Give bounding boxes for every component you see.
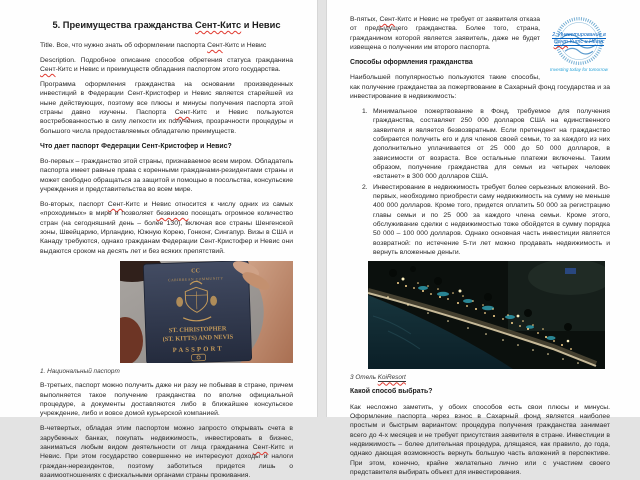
- document-page-left: [0, 0, 318, 480]
- passport-photo: [120, 261, 293, 363]
- resort-photo: [368, 261, 605, 369]
- resort-photo-caption: 3 Отель KoiResort: [350, 374, 406, 382]
- seal-tagline: Investing today for tomorrow: [550, 67, 608, 72]
- list-item-text: Минимальное пожертвование в Фонд, требуемое для получения гражданства, составляет 250 000 долларов США на единственного заявителя и является безвозвратным. Если претендент на гражданство собирается получить его и для членов своей семьи, то за каждого из них дополнительно уплачивается от 25 000 до 50 000 долларов, в зависимости от возраста. Все остальные платежи включены. Таким образом, получение гражданства для семьи из четырех человек «встанет» в 300 000 долларов США.: [373, 107, 610, 181]
- passport-cover: [143, 261, 251, 363]
- paragraph-fifth-advantage: В-пятых, Сент-Китс и Невис не требует от заявителя отказа от предыдущего гражданства. Более того, страна, гражданином которой является заявитель, даже не будет извещена о получении им второго паспорта.: [350, 16, 540, 52]
- paragraph-ways-intro: Наибольшей популярностью пользуются такие способы, как получение гражданства за пожертвование в Сахарный фонд государства и за инвестирование в недвижимость:: [350, 74, 610, 100]
- list-item: [362, 183, 610, 258]
- page-right-content: [326, 0, 640, 477]
- section-heading-what-gives: Что дает паспорт Федерации Сент-Кристофер и Невис?: [40, 142, 232, 150]
- list-item-text: Инвестирование в недвижимость требует более серьезных вложений. Во-первых, необходимо приобрести саму недвижимость на сумму не меньше 400 000 долларов. Кроме того, придется оплатить 50 000 за регистрацию главы семьи и по 25 000 за каждого члена семьи. Кроме этого, обслуживание сделки с недвижимостью тоже обойдется в сумму порядка 50 000 – 100 000 долларов. Однако основная часть инвестиции является возвратной: по истечение 5-ти лет можно продавать недвижимость и вернуть вложенные деньги.: [373, 183, 610, 256]
- document-title: 5. Преимущества гражданства Сент-Китс и Невис: [52, 20, 281, 30]
- passport-country-line1: ST. CHRISTOPHER: [168, 325, 227, 335]
- seal-caption-line1[interactable]: 2. Инвестирование в: [552, 32, 606, 38]
- list-item-number: 2.: [362, 183, 368, 191]
- list-item-number: 1.: [362, 107, 368, 115]
- paragraph-third-advantage: В-третьих, паспорт можно получить даже ни разу не побывав в стране, причем выполняется такое получение гражданства по вполне официальной процедуре, а документы доставляются либо в ближайшее консульское учреждение, либо и вовсе домой курьерской компанией.: [40, 382, 293, 418]
- seal-caption-line2[interactable]: Сент-Китс и Невис: [553, 38, 605, 45]
- passport-country-line2: (ST. KITTS) AND NEVIS: [162, 334, 234, 344]
- paragraph-second-advantage: Во-вторых, паспорт Сент-Китс и Невис относится к числу одних из самых «проходимых» в мире и позволяет безвизово посещать огромное количество стран (на сегодняшний день – более 130), включая все страны Шенгенской зоны, Швейцарию, Ирландию, Южную Корею, Гонконг, Сингапур. Визы в США и Канаду требуются, однако гражданам Федерации Сент-Кристофер и Невис они выдаются сроком на десять лет и без всяких препятствий.: [40, 200, 294, 255]
- investment-seal-figure: [548, 15, 610, 79]
- paragraph-first-advantage: Во-первых – гражданство этой страны, признаваемое всем миром. Обладатель паспорта имеет равные права с коренными гражданами-резидентами страны и может свободно обращаться за защитой и помощью в посольства, консульские учреждения и представительства во всем мире.: [40, 158, 293, 194]
- passport-photo-caption: 1. Национальный паспорт: [40, 368, 120, 376]
- section-heading-which-way: Какой способ выбрать?: [350, 388, 433, 396]
- seal-caption-link[interactable]: [548, 32, 610, 46]
- list-item: [362, 107, 610, 182]
- passport-monogram: CC: [191, 268, 201, 275]
- document-page-right: [326, 0, 640, 477]
- paragraph-description-meta: Description. Подробное описание способов обретения статуса гражданина Сент-Китс и Невис и преимуществ обладания паспортом этого государства.: [40, 56, 293, 74]
- passport-word: PASSPORT: [172, 345, 225, 355]
- section-heading-ways: Способы оформления гражданства: [350, 58, 473, 66]
- paragraph-intro: Программа оформления гражданства на основании произведенных инвестиций в Федерации Сент-Кристофер и Невис является старейшей из ныне действующих, поэтому все плюсы и минусы получения паспорта этой страны давно изучены. Паспорта Сент-Китс и Невис пользуются востребованностью в силу легкости их получения, прозрачности процедуры и большого числа предоставляемых обладателю преимуществ.: [40, 81, 293, 135]
- passport-community-label: CARIBBEAN COMMUNITY: [167, 276, 224, 283]
- paragraph-conclusion: Как несложно заметить, у обоих способов есть свои плюсы и минусы. Оформление паспорта через взнос в Сахарный фонд является наиболее простым и быстрым вариантом: процедура получения гражданства занимает всего до 4-х месяцев и не требует присутствия заявителя в стране. Инвестиции в недвижимость – более длительная процедура, длящаяся, как правило, до года, однако дающая возможность вернуть большую часть вложений в перспективе. При этом, конечно, крайне желательно лично или с участием своего представителя выбирать объект для инвестирования.: [350, 403, 610, 477]
- ways-numbered-list: [362, 107, 610, 258]
- page-left-content: [0, 0, 318, 480]
- blue-roof: [565, 268, 576, 274]
- paragraph-title-meta: Title. Все, что нужно знать об оформлении паспорта Сент-Китс и Невис: [40, 42, 267, 49]
- paragraph-fourth-advantage: В-четвертых, обладая этим паспортом можно запросто открывать счета в зарубежных банках, покупать недвижимость, инвестировать в бизнес, заниматься любым видом деятельности от лица гражданина Сент-Китс и Невис. При этом государство совершенно не интересуют доходы и налоги граждан-нерезидентов, поэтому заботиться придется лишь о взаимоотношениях с фискальными органами страны проживания.: [40, 425, 294, 480]
